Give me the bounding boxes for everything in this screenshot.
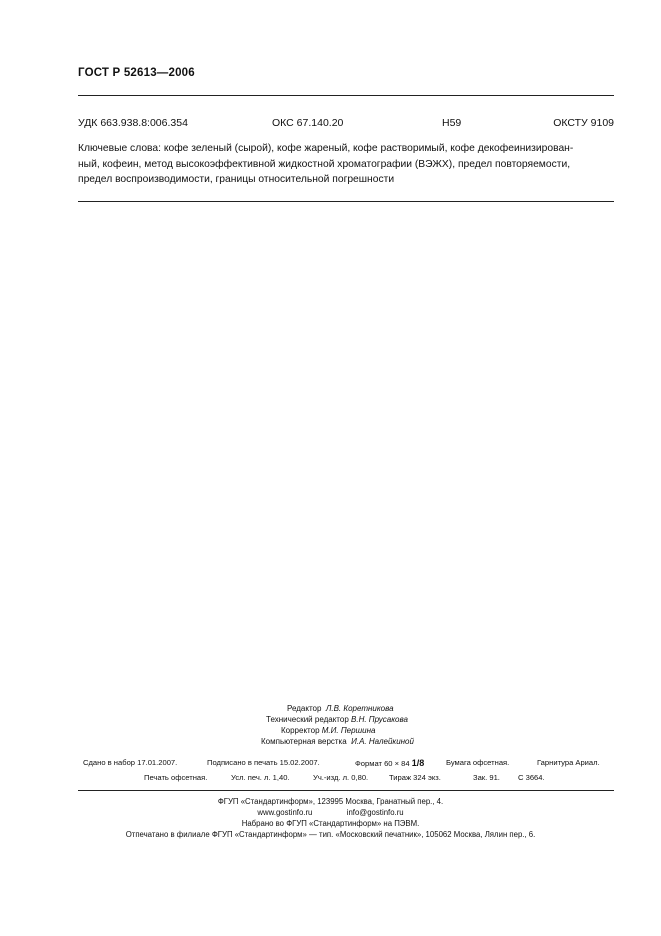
credit-layout [261, 736, 414, 747]
keywords-divider [78, 201, 614, 202]
publisher-address: ФГУП «Стандартинформ», 123995 Москва, Гранатный пер., 4. [217, 797, 444, 806]
print-info [0, 758, 661, 788]
standard-number: ГОСТ Р 52613—2006 [78, 67, 195, 79]
publisher-typeset: Набрано во ФГУП «Стандартинформ» на ПЭВМ. [241, 819, 420, 828]
publisher-printed: Отпечатано в филиале ФГУП «Стандартинформ» — тип. «Московский печатник», 105062 Москва, Лялин пер., 6. [125, 830, 536, 839]
credit-role: Корректор [281, 726, 320, 735]
print-type: Печать офсетная. [144, 773, 208, 782]
classification-row [78, 117, 614, 131]
group-code: Н59 [442, 117, 462, 129]
header-divider [78, 95, 614, 96]
credit-corrector [281, 725, 375, 736]
print-s: С 3664. [518, 773, 545, 782]
print-font: Гарнитура Ариал. [537, 758, 600, 767]
credit-role: Технический редактор [266, 715, 349, 724]
keywords-line: предел воспроизводимости, границы относительной погрешности [78, 174, 395, 185]
credit-tech-editor [266, 714, 408, 725]
credit-name: В.Н. Прусакова [351, 715, 408, 724]
print-paper: Бумага офсетная. [446, 758, 510, 767]
keywords-paragraph [78, 141, 614, 188]
print-tirazh: Тираж 324 экз. [389, 773, 441, 782]
credit-name: Л.В. Коретникова [325, 704, 394, 713]
publisher-web[interactable]: www.gostinfo.ru [257, 808, 313, 817]
credit-name: И.А. Налейкиной [351, 737, 414, 746]
credit-role: Редактор [287, 704, 322, 713]
print-usl: Усл. печ. л. 1,40. [231, 773, 290, 782]
publisher-contacts [0, 808, 661, 817]
print-zak: Зак. 91. [473, 773, 500, 782]
credit-role: Компьютерная верстка [261, 737, 347, 746]
udk-code: УДК 663.938.8:006.354 [78, 117, 188, 129]
print-format [355, 758, 424, 768]
print-uch: Уч.-изд. л. 0,80. [313, 773, 369, 782]
oks-code: ОКС 67.140.20 [272, 117, 344, 129]
keywords-line: Ключевые слова: кофе зеленый (сырой), кофе жареный, кофе растворимый, кофе декофеинизирован- [78, 143, 574, 154]
publisher-email[interactable]: info@gostinfo.ru [346, 808, 404, 817]
print-sent: Сдано в набор 17.01.2007. [83, 758, 178, 767]
credit-name: М.И. Першина [321, 726, 376, 735]
print-format-fraction: 1/8 [411, 758, 425, 768]
print-signed: Подписано в печать 15.02.2007. [207, 758, 320, 767]
print-format-prefix: Формат 60 × 84 [355, 759, 410, 768]
publisher-block [0, 797, 661, 847]
publisher-divider [78, 790, 614, 791]
credit-editor [287, 703, 394, 714]
keywords-line: ный, кофеин, метод высокоэффективной жидкостной хроматографии (ВЭЖХ), предел повторяемости, [78, 158, 571, 170]
okstu-code: ОКСТУ 9109 [553, 117, 614, 129]
